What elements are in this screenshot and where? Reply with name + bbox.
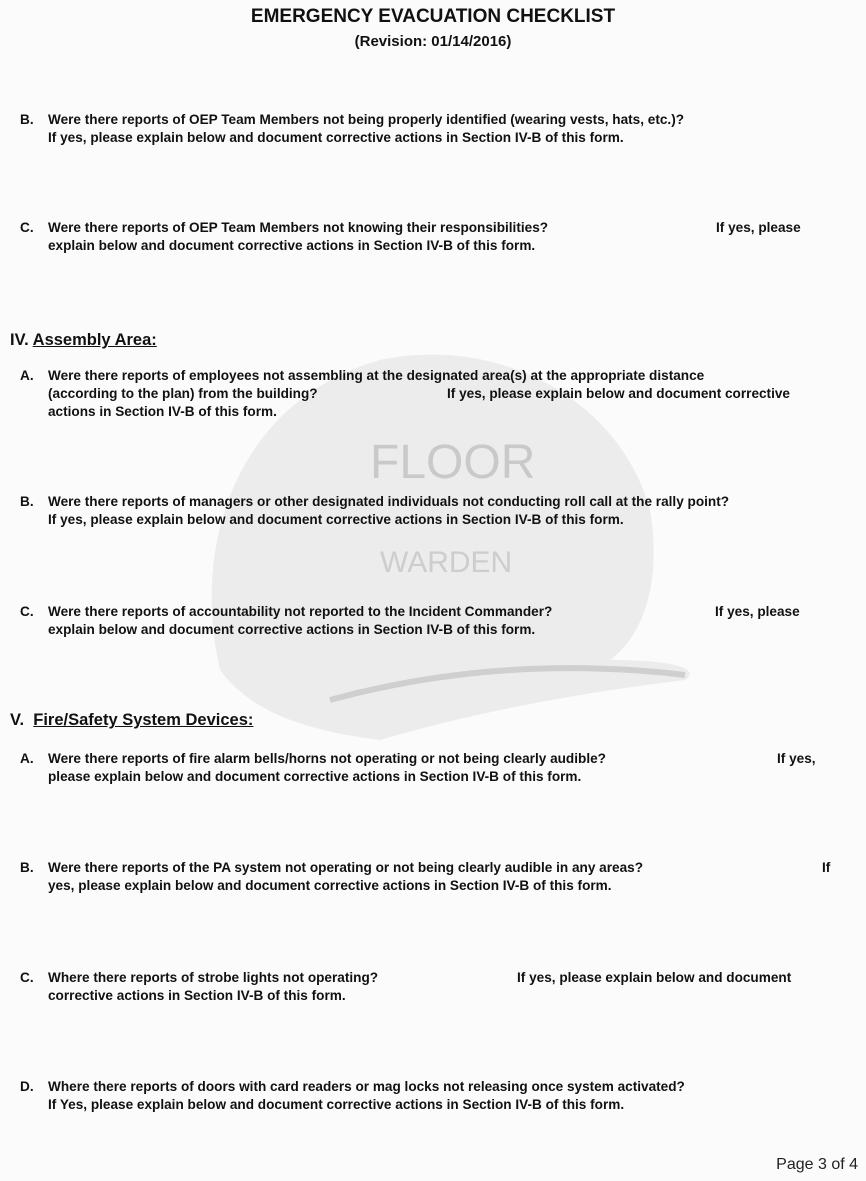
watermark-text-warden: WARDEN <box>380 546 513 579</box>
section-heading-assembly-area <box>10 331 157 350</box>
question-text: explain below and document corrective actions in Section IV-B of this form. <box>48 622 536 637</box>
page-number: Page 3 of 4 <box>776 1156 858 1173</box>
question-text: Where there reports of strobe lights not operating? <box>48 970 379 985</box>
item-letter: D. <box>20 1079 34 1094</box>
item-letter: A. <box>20 368 34 383</box>
question-text: If yes, please explain below and document corrective actions in Section IV-B of this form. <box>48 512 624 527</box>
question-text: If yes, please <box>716 220 801 235</box>
question-text: corrective actions in Section IV-B of this form. <box>48 988 346 1003</box>
question-text: yes, please explain below and document corrective actions in Section IV-B of this form. <box>48 878 612 893</box>
revision-date: (Revision: 01/14/2016) <box>354 33 512 50</box>
item-letter: C. <box>20 220 34 235</box>
question-text: Were there reports of OEP Team Members not being properly identified (wearing vests, hats, etc.)? <box>48 112 685 127</box>
item-letter: B. <box>20 494 34 509</box>
item-letter: B. <box>20 860 34 875</box>
section-title: Assembly Area: <box>32 331 157 349</box>
question-text: (according to the plan) from the building? <box>48 386 318 401</box>
question-text: Were there reports of employees not assembling at the designated area(s) at the appropriate distance <box>48 368 705 383</box>
question-text: Were there reports of OEP Team Members not knowing their responsibilities? <box>48 220 549 235</box>
question-text: please explain below and document corrective actions in Section IV-B of this form. <box>48 769 582 784</box>
document-title: EMERGENCY EVACUATION CHECKLIST <box>250 6 616 27</box>
item-letter: C. <box>20 604 34 619</box>
watermark-text-floor: FLOOR <box>370 436 536 489</box>
question-text: actions in Section IV-B of this form. <box>48 404 277 419</box>
section-heading-fire-safety <box>10 711 253 730</box>
question-text: Were there reports of the PA system not operating or not being clearly audible in any areas? <box>48 860 643 875</box>
question-text: If yes, please explain below and document corrective actions in Section IV-B of this form. <box>48 130 624 145</box>
section-number: IV. <box>10 331 29 349</box>
question-text: Were there reports of accountability not reported to the Incident Commander? <box>48 604 553 619</box>
question-text: If yes, please <box>715 604 800 619</box>
item-letter: A. <box>20 751 34 766</box>
item-letter: C. <box>20 970 34 985</box>
item-letter: B. <box>20 112 34 127</box>
question-text: If yes, <box>777 751 816 766</box>
question-text: Where there reports of doors with card readers or mag locks not releasing once system activated? <box>48 1079 685 1094</box>
question-text: Were there reports of managers or other designated individuals not conducting roll call at the rally point? <box>48 494 730 509</box>
section-title: Fire/Safety System Devices: <box>33 711 254 729</box>
question-text: explain below and document corrective actions in Section IV-B of this form. <box>48 238 536 253</box>
question-text: If Yes, please explain below and document corrective actions in Section IV-B of this form. <box>48 1097 625 1112</box>
question-text: If yes, please explain below and document corrective <box>447 386 790 401</box>
question-text: If <box>822 860 831 875</box>
question-text: If yes, please explain below and document <box>517 970 792 985</box>
section-number: V. <box>10 711 25 729</box>
question-text: Were there reports of fire alarm bells/horns not operating or not being clearly audible? <box>48 751 606 766</box>
